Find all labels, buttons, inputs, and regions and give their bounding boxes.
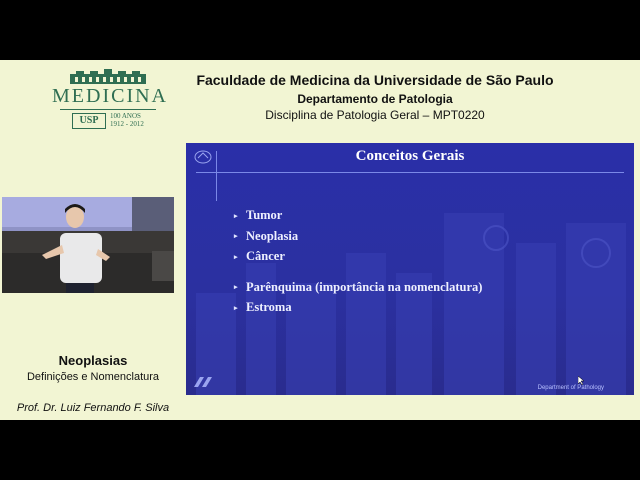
- list-item: ▸ Parênquima (importância na nomenclatura): [234, 277, 482, 298]
- logo-rule: [60, 109, 156, 110]
- logo-wordmark: MEDICINA: [52, 85, 168, 107]
- list-item: ▸ Neoplasia: [234, 226, 482, 247]
- department-title: Departamento de Patologia: [297, 92, 453, 106]
- bullet-icon: ▸: [234, 232, 238, 241]
- list-item: ▸ Estroma: [234, 297, 482, 318]
- usp-logo: USP: [72, 113, 106, 129]
- logo-anos-text: 100 ANOS: [110, 112, 141, 120]
- professor-name: Prof. Dr. Luiz Fernando F. Silva: [16, 402, 170, 414]
- mouse-cursor-icon: [578, 376, 585, 385]
- course-title: Disciplina de Patologia Geral – MPT0220: [265, 108, 485, 122]
- speaker-video: [2, 197, 174, 293]
- video-frame: [0, 60, 640, 420]
- list-item: ▸ Tumor: [234, 205, 482, 226]
- slide-bullet-list: [234, 205, 482, 318]
- list-item: ▸ Câncer: [234, 246, 482, 267]
- building-icon: [66, 68, 150, 84]
- presentation-slide: [186, 143, 634, 395]
- bullet-icon: ▸: [234, 303, 238, 312]
- lecture-subtitle: Definições e Nomenclatura: [26, 371, 160, 383]
- slide-footer: Department of Pathology: [537, 385, 604, 391]
- list-spacer: [234, 267, 482, 277]
- slide-horizontal-rule: [196, 172, 624, 173]
- faculty-title: Faculdade de Medicina da Universidade de São Paulo: [196, 72, 554, 88]
- slide-title: Conceitos Gerais: [355, 148, 465, 164]
- bullet-icon: ▸: [234, 211, 238, 220]
- slide-usp-logo-icon: [192, 375, 214, 389]
- bullet-icon: ▸: [234, 283, 238, 292]
- fmusp-logo: [52, 68, 168, 130]
- speaker-video-scene: [2, 197, 174, 293]
- logo-centenary: [110, 112, 144, 128]
- bullet-icon: ▸: [234, 252, 238, 261]
- logo-years-text: 1912 - 2012: [110, 120, 144, 128]
- lecture-title: Neoplasias: [58, 353, 128, 368]
